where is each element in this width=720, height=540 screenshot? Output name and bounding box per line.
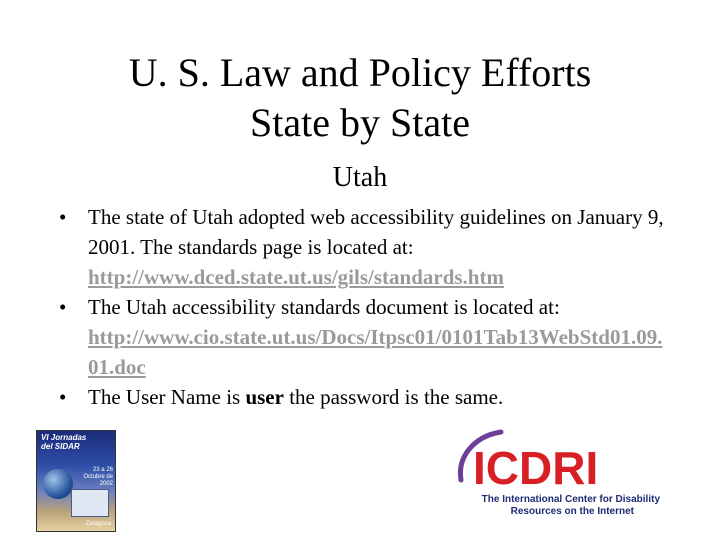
bullet-marker: • <box>59 295 67 319</box>
bullet-text-before: The User Name is <box>88 385 246 409</box>
bullet-text-after: the password is the same. <box>283 385 504 409</box>
icdri-text: ICDRI <box>473 442 599 494</box>
globe-icon <box>43 469 73 499</box>
icdri-tagline: The International Center for Disability Resources on the Internet <box>481 494 660 517</box>
bullet-marker: • <box>59 205 67 229</box>
bullet-item <box>59 292 669 382</box>
sidar-logo-title: VI Jornadas del SIDAR <box>41 433 87 451</box>
sidar-conference-logo <box>36 430 116 532</box>
icdri-wordmark <box>455 428 660 498</box>
bullet-text: The state of Utah adopted web accessibility guidelines on January 9, 2001. The standards page is located at: <box>88 205 664 259</box>
bullet-item <box>59 202 669 292</box>
sidar-logo-dates: 23 a 26 Octubre de 2002 <box>83 467 113 487</box>
icdri-logo <box>455 428 660 523</box>
title-line-2: State by State <box>250 100 470 145</box>
map-icon <box>71 489 109 517</box>
slide-title <box>0 48 720 148</box>
bullet-list <box>59 202 669 412</box>
slide-subtitle: Utah <box>332 162 388 193</box>
bullet-marker: • <box>59 385 67 409</box>
username-value: user <box>245 385 284 409</box>
standards-document-link[interactable]: http://www.cio.state.ut.us/Docs/Itpsc01/0101Tab13WebStd01.09.01.doc <box>88 325 663 379</box>
title-line-1: U. S. Law and Policy Efforts <box>128 50 592 95</box>
sidar-logo-city: Zaragoza <box>85 521 111 527</box>
standards-link[interactable]: http://www.dced.state.ut.us/gils/standards.htm <box>88 265 504 289</box>
bullet-item <box>59 382 669 412</box>
bullet-text: The Utah accessibility standards document is located at: <box>88 295 560 319</box>
